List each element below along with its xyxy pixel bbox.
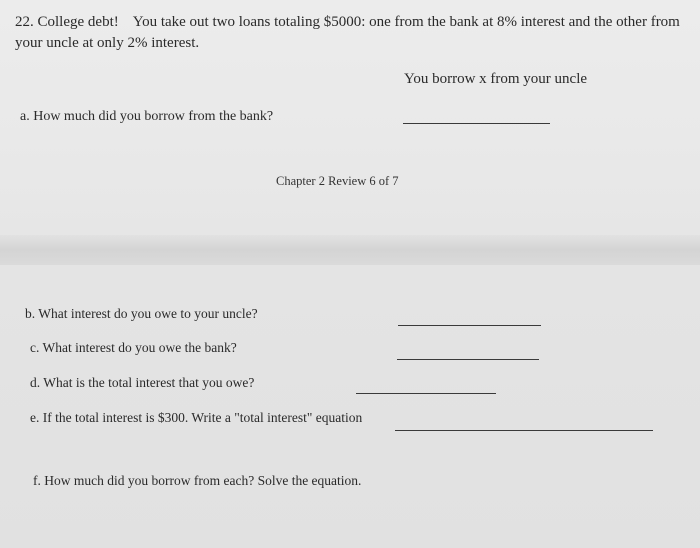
question-f: f. How much did you borrow from each? Solve the equation. bbox=[33, 473, 362, 488]
page-footer: Chapter 2 Review 6 of 7 bbox=[276, 174, 399, 188]
answer-line-d bbox=[356, 393, 496, 394]
question-b: b. What interest do you owe to your uncle? bbox=[25, 306, 258, 321]
answer-line-a bbox=[403, 123, 550, 124]
problem-label: 22. College debt! bbox=[15, 14, 119, 30]
answer-line-b bbox=[398, 325, 541, 326]
answer-line-c bbox=[397, 359, 539, 360]
question-c: c. What interest do you owe the bank? bbox=[30, 340, 237, 355]
answer-line-e bbox=[395, 430, 653, 431]
problem-intro-text-line2: your uncle at only 2% interest. bbox=[15, 35, 200, 51]
question-e: e. If the total interest is $300. Write a "total interest" equation bbox=[30, 410, 363, 425]
question-d: d. What is the total interest that you owe? bbox=[30, 375, 255, 390]
page-break bbox=[0, 235, 700, 265]
question-a: a. How much did you borrow from the bank? bbox=[20, 109, 274, 124]
borrow-note: You borrow x from your uncle bbox=[404, 71, 588, 87]
problem-intro bbox=[15, 12, 685, 54]
problem-intro-text: You take out two loans totaling $5000: one from the bank at 8% interest and the other from bbox=[132, 14, 680, 30]
